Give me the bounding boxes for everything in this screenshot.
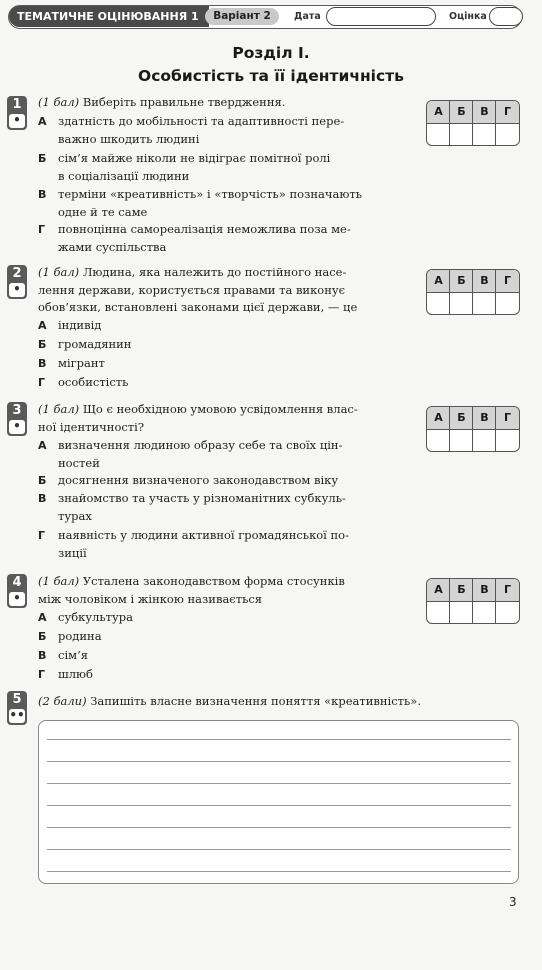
option-a: А здатність до мобільності та адаптивності пере- важно шкодить людині [38,114,345,146]
option-d: Г особистість [38,375,129,389]
answer-cell-c[interactable]: В [473,579,496,624]
option-d: Г наявність у людини активної громадянської по- зиції [38,528,349,560]
question-number-badge: 2 • [7,265,27,299]
points-dots: • [9,283,25,297]
option-d: Г шлюб [38,667,93,681]
answer-grid [426,269,520,315]
points-dots: •• [9,708,25,722]
question-text: (1 бал) Людина, яка належить до постійного насе- лення держави, користується правами та виконує обов’язки, встановлені законами цієї держави, — це [38,265,358,314]
points-dots: • [9,592,25,606]
points-dots: • [9,114,25,128]
answer-cell-a[interactable]: А [427,407,450,452]
option-b: Б родина [38,629,102,643]
question-text: (1 бал) Що є необхідною умовою усвідомлення влас- ної ідентичності? [38,402,358,434]
answer-cell-a[interactable]: А [427,101,450,146]
section-number: Розділ І. [232,44,310,62]
answer-cell-d[interactable]: Г [503,105,511,118]
points-dots: • [9,420,25,434]
date-field[interactable] [326,7,436,26]
writing-line [47,805,511,806]
writing-line [47,827,511,828]
option-c: В сім’я [38,648,88,662]
writing-line [47,849,511,850]
option-c: В знайомство та участь у різноманітних субкуль- турах [38,491,346,523]
option-a: А визначення людиною образу себе та своїх цін- ностей [38,438,343,470]
answer-writing-box[interactable] [38,720,519,884]
section-title: Особистість та її ідентичність [138,67,404,85]
answer-cell-d[interactable]: Г [503,274,511,287]
question-text: (1 бал) Усталена законодавством форма стосунків між чоловіком і жінкою називається [38,574,345,606]
question-number-badge: 1 • [7,96,27,130]
answer-grid [426,578,520,624]
answer-cell-d[interactable]: Г [503,411,511,424]
answer-cell-d[interactable]: Г [503,583,511,596]
answer-cell-b[interactable]: Б [450,270,473,315]
question-number-badge: 4 • [7,574,27,608]
writing-line [47,761,511,762]
answer-cell-a[interactable]: А [427,579,450,624]
answer-cell-c[interactable]: В [473,101,496,146]
question-text: (1 бал) Виберіть правильне твердження. [38,95,286,109]
answer-cell-b[interactable]: Б [450,579,473,624]
option-a: А субкультура [38,610,133,624]
mark-field[interactable] [489,7,523,26]
variant-badge: Варіант 2 [205,8,279,25]
mark-label: Оцінка [449,11,487,22]
question-points: (2 бали) [38,694,87,708]
option-a: А індивід [38,318,102,332]
writing-line [47,739,511,740]
header-bar [8,5,522,29]
answer-cell-b[interactable]: Б [450,101,473,146]
option-d: Г повноцінна самореалізація неможлива поза ме- жами суспільства [38,222,351,254]
writing-line [47,871,511,872]
date-label: Дата [294,11,321,22]
option-c: В терміни «креативність» і «творчість» позначають одне й те саме [38,187,362,219]
option-c: В мігрант [38,356,105,370]
answer-cell-c[interactable]: В [473,407,496,452]
question-points: (1 бал) [38,574,80,588]
page-number: 3 [509,895,517,909]
question-points: (1 бал) [38,265,80,279]
question-number-badge: 3 • [7,402,27,436]
option-b: Б громадянин [38,337,132,351]
writing-line [47,783,511,784]
answer-cell-a[interactable]: А [427,270,450,315]
question-points: (1 бал) [38,95,80,109]
question-number-badge: 5 •• [7,691,27,725]
option-b: Б сім’я майже ніколи не відіграє помітної ролі в соціалізації людини [38,151,331,183]
answer-cell-b[interactable]: Б [450,407,473,452]
question-points: (1 бал) [38,402,80,416]
answer-grid [426,406,520,452]
answer-cell-c[interactable]: В [473,270,496,315]
question-text: (2 бали) Запишіть власне визначення поняття «креативність». [38,694,421,708]
option-b: Б досягнення визначеного законодавством віку [38,473,339,487]
answer-grid [426,100,520,146]
test-title: ТЕМАТИЧНЕ ОЦІНЮВАННЯ 1 [9,6,209,27]
